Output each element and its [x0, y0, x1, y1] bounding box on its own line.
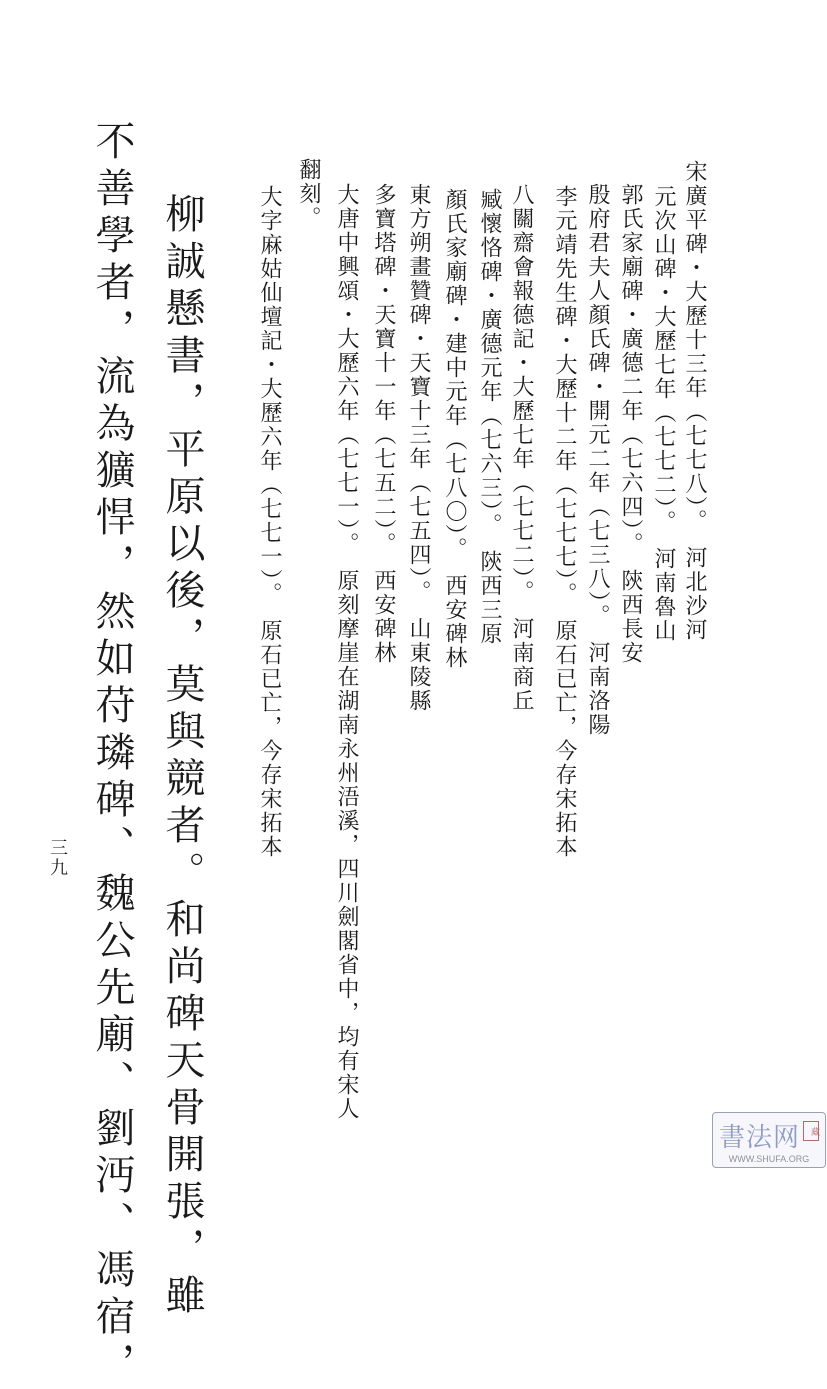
- list-column: 東方朔畫贊碑・天寶十三年（七五四）。 山東陵縣: [406, 183, 431, 713]
- watermark-seal: 藏: [803, 1121, 819, 1141]
- list-column: 殷府君夫人顏氏碑・開元二年（七三八）。 河南洛陽: [585, 183, 610, 737]
- body-column: 柳誠懸書，平原以後，莫與競者。和尚碑天骨開張，雖: [159, 193, 205, 1321]
- list-column: 多寶塔碑・天寶十一年（七五二）。 西安碑林: [371, 183, 396, 665]
- list-column: 八關齋會報德記・大歷七年（七七二）。 河南商丘: [509, 183, 534, 713]
- page-number: 三九: [47, 838, 68, 878]
- list-column: 元次山碑・大歷七年（七七二）。 河南魯山: [651, 185, 676, 643]
- list-column: 大唐中興頌・大歷六年（七七一）。 原刻摩崖在湖南永州浯溪，四川劍閣省中，均有宋人: [334, 183, 359, 1121]
- watermark-logo-text: 書法网: [719, 1123, 801, 1153]
- list-column: 臧懷恪碑・廣德元年（七六三）。 陝西三原: [477, 188, 502, 646]
- list-column: 顏氏家廟碑・建中元年（七八〇）。 西安碑林: [442, 188, 467, 670]
- watermark-logo: [712, 1112, 826, 1168]
- list-column: 郭氏家廟碑・廣德二年（七六四）。 陝西長安: [618, 183, 643, 665]
- watermark-url: WWW.SHUFA.ORG: [728, 1154, 810, 1164]
- list-column: 大字麻姑仙壇記・大歷六年（七七一）。 原石已亡，今存宋拓本: [257, 185, 282, 859]
- body-column: 不善學者，流為獷悍，然如苻璘碑、魏公先廟、劉沔、馮宿，: [89, 120, 135, 1389]
- list-column: 翻刻。: [296, 158, 321, 230]
- list-column: 宋廣平碑・大歷十三年（七七八）。 河北沙河: [682, 160, 707, 642]
- list-column: 李元靖先生碑・大歷十二年（七七七）。 原石已亡，今存宋拓本: [552, 185, 577, 859]
